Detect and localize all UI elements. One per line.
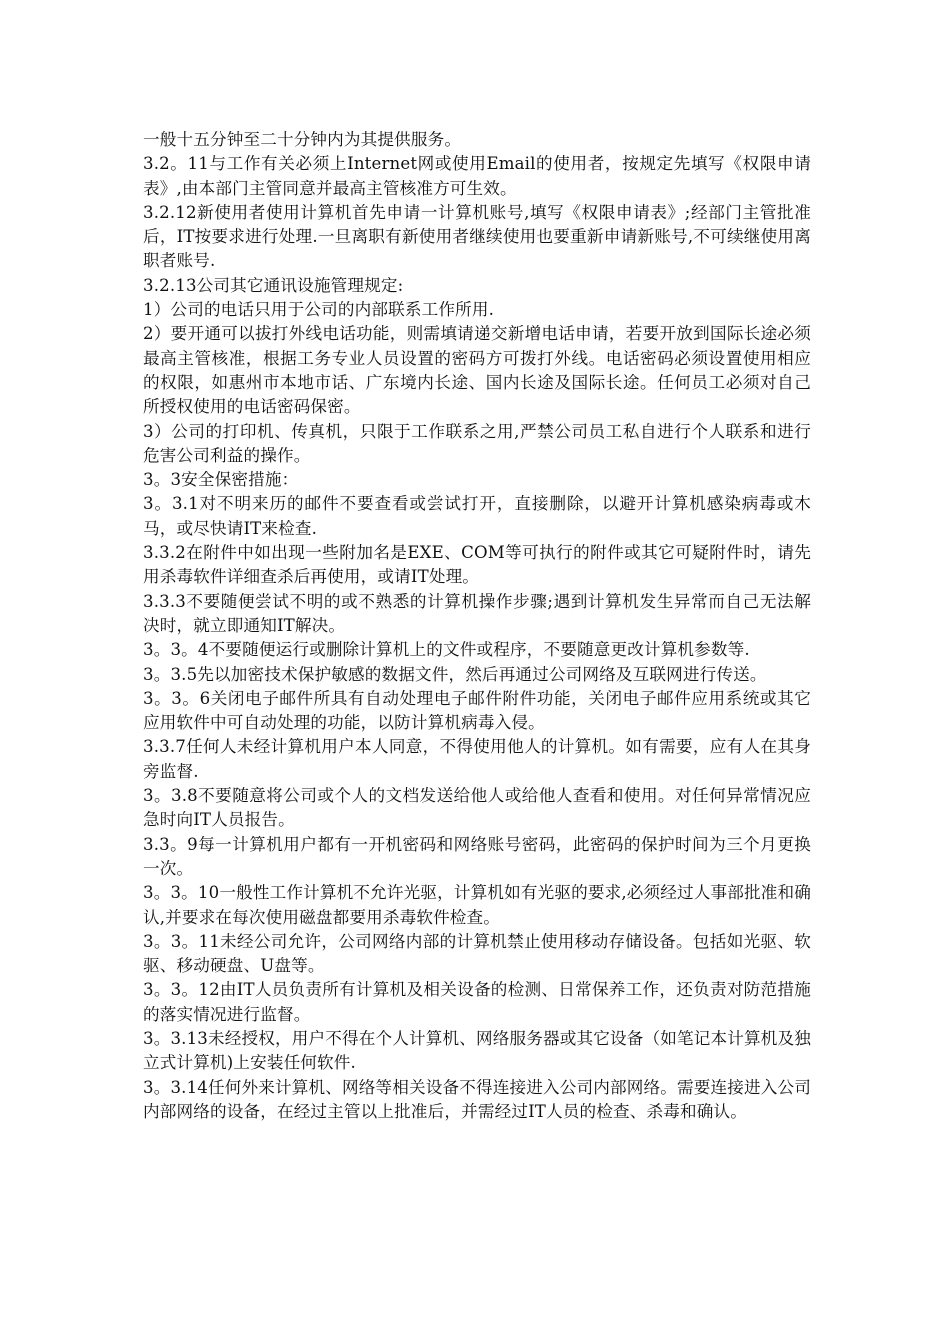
paragraph-3-3-4: 3。3。4不要随便运行或删除计算机上的文件或程序，不要随意更改计算机参数等.: [143, 640, 750, 660]
paragraph-3-3-5: 3。3.5先以加密技术保护敏感的数据文件，然后再通过公司网络及互联网进行传送。: [143, 664, 767, 684]
paragraph-item-2: 2）要开通可以拔打外线电话功能，则需填请递交新增电话申请，若要开放到国际长途必须最高主管核准，根据工务专业人员设置的密码方可拨打外线。电话密码必须设置使用相应的权限，如惠州市本地市话、广东境内长途、国内长途及国际长途。任何员工必须对自己所授权使用的电话密码保密。: [143, 324, 811, 417]
paragraph-3-3-10: 3。3。10一般性工作计算机不允许光驱，计算机如有光驱的要求,必须经过人事部批准和确认,并要求在每次使用磁盘都要用杀毒软件检查。: [143, 883, 811, 927]
paragraph-3-3-1: 3。3.1对不明来历的邮件不要查看或尝试打开，直接删除，以避开计算机感染病毒或木马，或尽快请IT来检查.: [143, 494, 811, 538]
paragraph-3-2-12: 3.2.12新使用者使用计算机首先申请一计算机账号,填写《权限申请表》;经部门主管批准后，IT按要求进行处理.一旦离职有新使用者继续使用也要重新申请新账号,不可续继使用离职者账号.: [143, 202, 811, 271]
paragraph-3-2-11: 3.2。11与工作有关必须上Internet网或使用Email的使用者，按规定先填写《权限申请表》,由本部门主管同意并最高主管核准方可生效。: [143, 154, 811, 198]
paragraph-3-3-7: 3.3.7任何人未经计算机用户本人同意，不得使用他人的计算机。如有需要，应有人在其身旁监督.: [143, 737, 811, 781]
paragraph-3-3-6: 3。3。6关闭电子邮件所具有自动处理电子邮件附件功能，关闭电子邮件应用系统或其它应用软件中可自动处理的功能，以防计算机病毒入侵。: [143, 688, 811, 733]
paragraph-3-3-9: 3.3。9每一计算机用户都有一开机密码和网络账号密码，此密码的保护时间为三个月更换一次。: [143, 834, 811, 878]
paragraph-3-3-14: 3。3.14任何外来计算机、网络等相关设备不得连接进入公司内部网络。需要连接进入公司内部网络的设备，在经过主管以上批准后，并需经过IT人员的检查、杀毒和确认。: [143, 1077, 811, 1121]
paragraph-service-time: 一般十五分钟至二十分钟内为其提供服务。: [143, 130, 462, 149]
paragraph-3-3-2: 3.3.2在附件中如出现一些附加名是EXE、COM等可执行的附件或其它可疑附件时，请先用杀毒软件详细查杀后再使用，或请IT处理。: [143, 543, 811, 587]
paragraph-3-3-13: 3。3.13未经授权，用户不得在个人计算机、网络服务器或其它设备（如笔记本计算机及独立式计算机)上安装任何软件.: [143, 1028, 811, 1073]
paragraph-item-1: 1）公司的电话只用于公司的内部联系工作所用.: [143, 300, 495, 320]
paragraph-3-3-11: 3。3。11未经公司允许，公司网络内部的计算机禁止使用移动存储设备。包括如光驱、软驱、移动硬盘、U盘等。: [143, 931, 811, 976]
paragraph-item-3: 3）公司的打印机、传真机，只限于工作联系之用,严禁公司员工私自进行个人联系和进行危害公司利益的操作。: [143, 421, 811, 465]
paragraph-3-2-13: 3.2.13公司其它通讯设施管理规定:: [143, 275, 404, 295]
paragraph-3-3-12: 3。3。12由IT人员负责所有计算机及相关设备的检测、日常保养工作，还负责对防范措施的落实情况进行监督。: [143, 980, 811, 1024]
paragraph-3-3-8: 3。3.8不要随意将公司或个人的文档发送给他人或给他人查看和使用。对任何异常情况应急时向IT人员报告。: [143, 786, 811, 830]
paragraph-3-3-heading: 3。3安全保密措施：: [143, 470, 299, 490]
paragraph-3-3-3: 3.3.3不要随便尝试不明的或不熟悉的计算机操作步骤;遇到计算机发生异常而自己无法解决时，就立即通知IT解决。: [143, 591, 811, 635]
document-body: [143, 128, 811, 1124]
